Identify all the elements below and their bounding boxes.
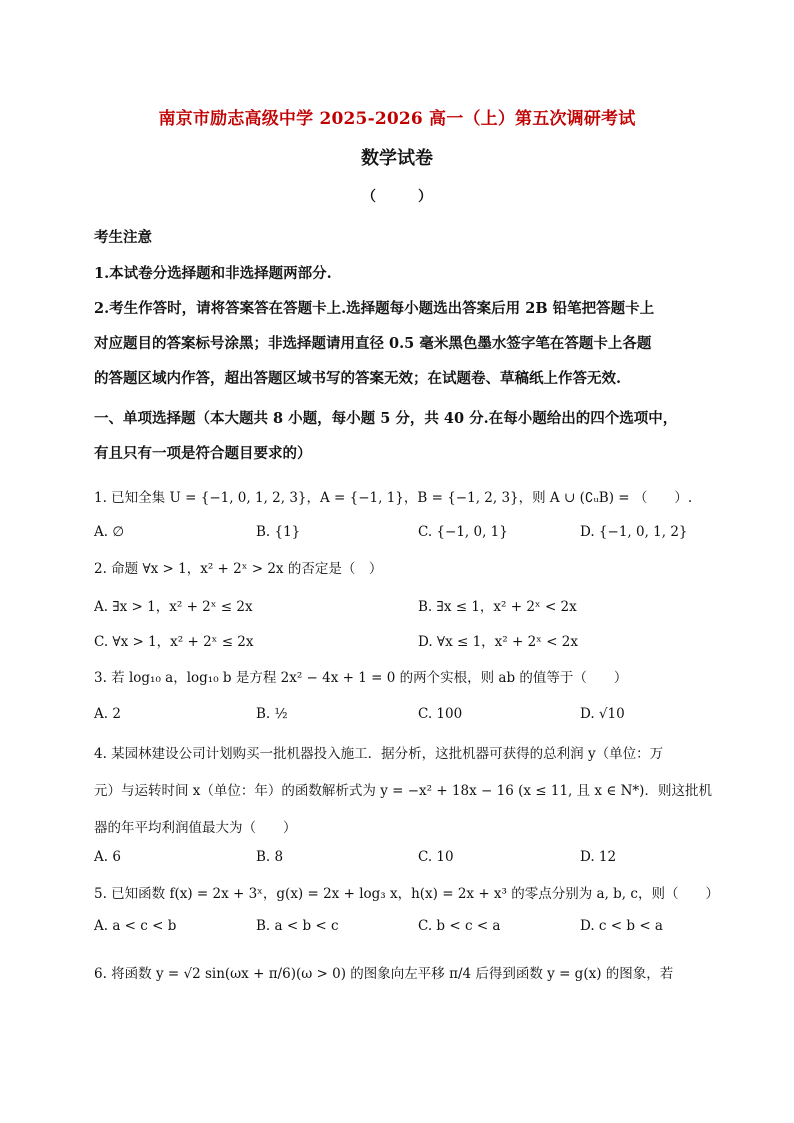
section-heading-line-1: 一、单项选择题（本大题共 8 小题，每小题 5 分，共 40 分.在每小题给出的四个选项中， [94, 410, 678, 427]
question-5-option-b: B. a < b < c [256, 918, 339, 934]
question-2-option-b: B. ∃x ≤ 1，x² + 2ˣ < 2x [418, 599, 577, 615]
question-1-option-a: A. ∅ [94, 524, 125, 540]
question-2-stem: 2. 命题 ∀x > 1，x² + 2ˣ > 2x 的否定是（ ） [94, 561, 383, 577]
question-4-option-b: B. 8 [256, 849, 284, 865]
question-3-option-c: C. 100 [418, 706, 463, 722]
question-2-option-d: D. ∀x ≤ 1，x² + 2ˣ < 2x [418, 634, 578, 650]
question-4-stem-line-3: 器的年平均利润值最大为（ ） [94, 820, 297, 836]
notes-line-2b: 对应题目的答案标号涂黑；非选择题请用直径 0.5 毫米黑色墨水签字笔在答题卡上各题 [94, 335, 652, 352]
question-2-option-a: A. ∃x > 1，x² + 2ˣ ≤ 2x [94, 599, 253, 615]
question-3-option-b: B. ½ [256, 706, 288, 722]
section-heading-line-2: 有且只有一项是符合题目要求的） [94, 445, 312, 462]
question-5-option-c: C. b < c < a [418, 918, 501, 934]
question-4-option-d: D. 12 [580, 849, 617, 865]
question-4-option-a: A. 6 [94, 849, 121, 865]
notes-line-2c: 的答题区域内作答，超出答题区域书写的答案无效；在试题卷、草稿纸上作答无效. [94, 370, 622, 387]
notes-heading: 考生注意 [94, 229, 152, 246]
question-4-stem-line-1: 4. 某园林建设公司计划购买一批机器投入施工．据分析，这批机器可获得的总利润 y（单位：万 [94, 746, 664, 762]
notes-line-1: 1.本试卷分选择题和非选择题两部分. [94, 265, 332, 282]
question-3-stem: 3. 若 log₁₀ a，log₁₀ b 是方程 2x² − 4x + 1 = 0 的两个实根，则 ab 的值等于（ ） [94, 670, 628, 686]
question-4-stem-line-2: 元）与运转时间 x（单位：年）的函数解析式为 y = −x² + 18x − 16 (x ≤ 11, 且 x ∈ N*)．则这批机 [94, 783, 712, 799]
question-5-stem: 5. 已知函数 f(x) = 2x + 3ˣ，g(x) = 2x + log₃ x，h(x) = 2x + x³ 的零点分别为 a, b, c，则（ ） [94, 886, 719, 902]
question-1-option-d: D. {−1, 0, 1, 2} [580, 524, 688, 540]
exam-title: 南京市励志高级中学 2025-2026 高一（上）第五次调研考试 [158, 109, 636, 129]
question-5-option-a: A. a < c < b [94, 918, 177, 934]
question-2-option-c: C. ∀x > 1，x² + 2ˣ ≤ 2x [94, 634, 254, 650]
question-3-option-a: A. 2 [94, 706, 121, 722]
question-3-option-d: D. √10 [580, 706, 625, 722]
question-1-option-b: B. {1} [256, 524, 301, 540]
exam-subtitle: 数学试卷 [361, 148, 433, 169]
question-6-stem: 6. 将函数 y = √2 sin(ωx + π/6)(ω > 0) 的图象向左平移 π/4 后得到函数 y = g(x) 的图象，若 [94, 966, 674, 982]
question-5-option-d: D. c < b < a [580, 918, 663, 934]
question-4-option-c: C. 10 [418, 849, 454, 865]
exam-paren: （ ） [362, 189, 432, 205]
question-1-stem: 1. 已知全集 U = {−1, 0, 1, 2, 3}，A = {−1, 1}，B = {−1, 2, 3}，则 A ∪ (∁ᵤB) = （ ）. [94, 490, 693, 506]
notes-line-2a: 2.考生作答时，请将答案答在答题卡上.选择题每小题选出答案后用 2B 铅笔把答题卡上 [94, 300, 655, 317]
question-1-option-c: C. {−1, 0, 1} [418, 524, 508, 540]
